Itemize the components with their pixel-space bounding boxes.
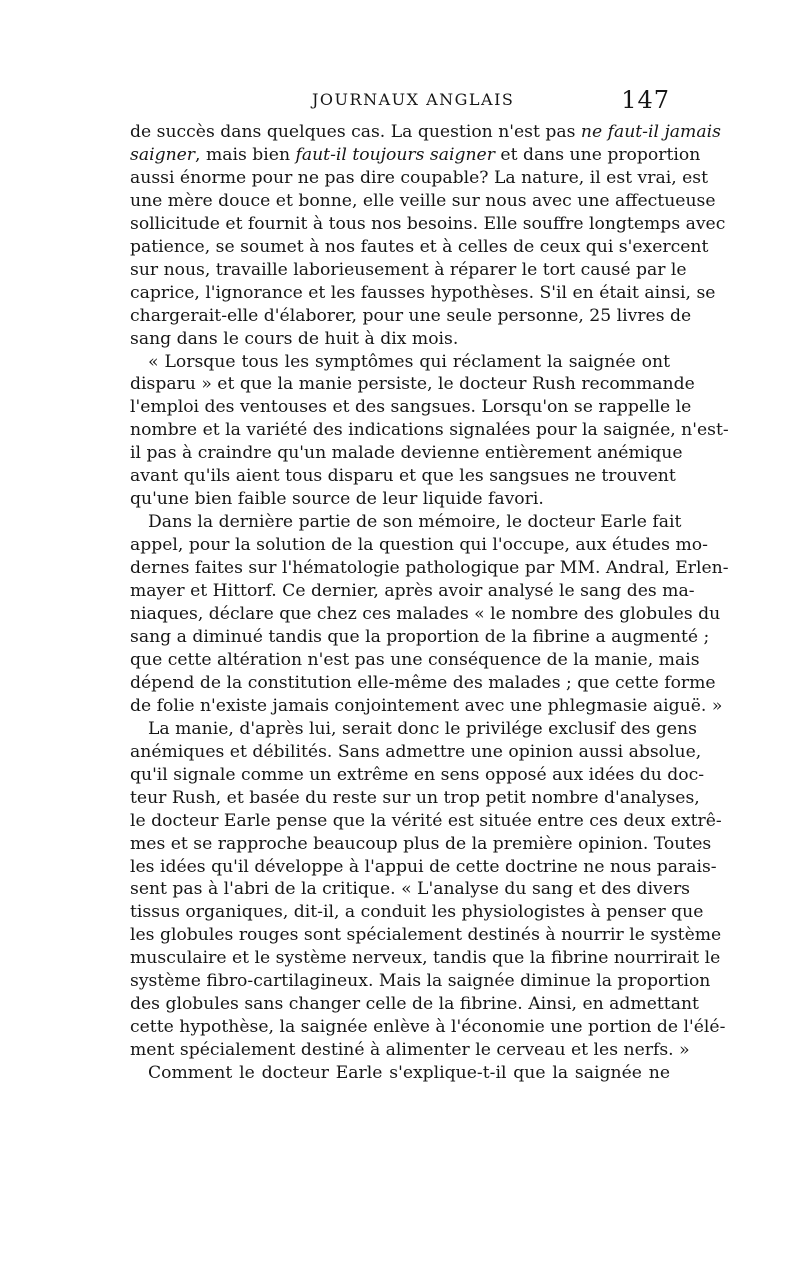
text-run: aussi énorme pour ne pas dire coupable? La nature, il est vrai, est [130, 167, 709, 188]
text-line [130, 924, 722, 947]
text-run: cette hypothèse, la saignée enlève à l'économie une portion de l'élé- [130, 1017, 726, 1038]
text-run: anémiques et débilités. Sans admettre une opinion aussi absolue, [130, 741, 702, 762]
text-line [130, 282, 716, 305]
text-line [130, 144, 701, 167]
text-line [130, 121, 721, 144]
text-line [130, 419, 729, 442]
text-line [130, 833, 712, 856]
text-run: disparu » et que la manie persiste, le docteur Rush recommande [130, 374, 695, 395]
text-run: sang a diminué tandis que la proportion de la fibrine a augmenté ; [130, 626, 710, 647]
text-run: le docteur Earle pense que la vérité est située entre ces deux extrê- [130, 810, 722, 831]
text-line [130, 213, 726, 236]
text-run: niaques, déclare que chez ces malades « le nombre des globules du [130, 604, 721, 625]
text-line [130, 947, 721, 970]
text-line [130, 351, 670, 374]
text-line [130, 764, 705, 787]
text-line [130, 718, 697, 741]
text-run: les idées qu'il développe à l'appui de cette doctrine ne nous parais- [130, 856, 717, 877]
text-line [130, 534, 708, 557]
text-line [130, 167, 709, 190]
text-line [130, 901, 704, 924]
text-line [130, 328, 670, 351]
text-line [130, 1016, 726, 1039]
page-header [130, 86, 670, 118]
text-run: une mère douce et bonne, elle veille sur nous avec une affectueuse [130, 190, 716, 211]
text-line [130, 442, 683, 465]
text-line [130, 488, 670, 511]
text-run: « Lorsque tous les symptômes qui réclament la saignée ont [148, 351, 670, 372]
text-run: sang dans le cours de huit à dix mois. [130, 328, 459, 349]
text-line [130, 856, 717, 879]
text-run: Comment le docteur Earle s'explique-t-il que la saignée ne [148, 1063, 670, 1084]
text-run: il pas à craindre qu'un malade devienne entièrement anémique [130, 443, 683, 464]
text-run: dépend de la constitution elle-même des malades ; que cette forme [130, 672, 716, 693]
body-text [130, 121, 729, 1085]
text-line [130, 672, 716, 695]
text-run: sur nous, travaille laborieusement à réparer le tort causé par le [130, 259, 687, 280]
text-line [130, 396, 692, 419]
text-line [130, 259, 687, 282]
text-line [130, 878, 690, 901]
text-run: qu'une bien faible source de leur liquide favori. [130, 489, 544, 510]
text-run: les globules rouges sont spécialement destinés à nourrir le système [130, 925, 722, 946]
text-line [130, 511, 682, 534]
text-line [130, 741, 702, 764]
text-run: tissus organiques, dit-il, a conduit les physiologistes à penser que [130, 902, 704, 923]
italic-text-run: faut-il toujours saigner [295, 144, 495, 165]
text-run: chargerait-elle d'élaborer, pour une seule personne, 25 livres de [130, 305, 692, 326]
text-line [130, 1039, 690, 1062]
text-run: mayer et Hittorf. Ce dernier, après avoir analysé le sang des ma- [130, 581, 695, 602]
text-run: La manie, d'après lui, serait donc le privilége exclusif des gens [148, 718, 697, 739]
text-line [130, 810, 722, 833]
text-run: nombre et la variété des indications signalées pour la saignée, n'est- [130, 420, 729, 441]
text-line [130, 787, 700, 810]
italic-text-run: ne faut-il jamais [580, 122, 721, 142]
text-line [130, 580, 695, 603]
text-run: l'emploi des ventouses et des sangsues. Lorsqu'on se rappelle le [130, 397, 692, 418]
text-line [130, 1062, 670, 1085]
text-run: caprice, l'ignorance et les fausses hypothèses. S'il en était ainsi, se [130, 282, 716, 303]
text-line [130, 373, 695, 396]
text-run: patience, se soumet à nos fautes et à celles de ceux qui s'exercent [130, 236, 709, 257]
text-line [130, 649, 700, 672]
text-run: système fibro-cartilagineux. Mais la saignée diminue la proportion [130, 971, 711, 992]
text-line [130, 305, 692, 328]
italic-text-run: saigner [130, 144, 196, 165]
text-line [130, 236, 709, 259]
text-run: sollicitude et fournit à tous nos besoins. Elle souffre longtemps avec [130, 213, 726, 234]
text-run: , mais bien [195, 144, 296, 165]
text-run: ment spécialement destiné à alimenter le cerveau et les nerfs. » [130, 1040, 690, 1061]
text-run: de folie n'existe jamais conjointement avec une phlegmasie aiguë. » [130, 695, 723, 716]
text-run: dernes faites sur l'hématologie pathologique par MM. Andral, Erlen- [130, 558, 729, 579]
page-number: 147 [621, 86, 670, 114]
text-run: musculaire et le système nerveux, tandis que la fibrine nourrirait le [130, 948, 721, 969]
text-run: avant qu'ils aient tous disparu et que les sangsues ne trouvent [130, 466, 676, 487]
text-run: teur Rush, et basée du reste sur un trop petit nombre d'analyses, [130, 787, 700, 808]
text-line [130, 603, 721, 626]
text-run: appel, pour la solution de la question qui l'occupe, aux études mo- [130, 535, 708, 556]
text-line [130, 557, 729, 580]
text-run: Dans la dernière partie de son mémoire, le docteur Earle fait [148, 512, 682, 533]
text-line [130, 190, 716, 213]
text-line [130, 993, 699, 1016]
text-line [130, 970, 711, 993]
text-run: et dans une proportion [494, 144, 701, 165]
text-run: des globules sans changer celle de la fibrine. Ainsi, en admettant [130, 994, 699, 1015]
running-title: JOURNAUX ANGLAIS [312, 90, 515, 109]
text-line [130, 695, 723, 718]
text-run: sent pas à l'abri de la critique. « L'analyse du sang et des divers [130, 879, 690, 900]
text-run: que cette altération n'est pas une conséquence de la manie, mais [130, 649, 700, 670]
text-run: mes et se rapproche beaucoup plus de la première opinion. Toutes [130, 833, 712, 854]
text-line [130, 465, 676, 488]
text-run: qu'il signale comme un extrême en sens opposé aux idées du doc- [130, 764, 705, 785]
text-line [130, 626, 710, 649]
text-run: de succès dans quelques cas. La question n'est pas [130, 122, 581, 142]
